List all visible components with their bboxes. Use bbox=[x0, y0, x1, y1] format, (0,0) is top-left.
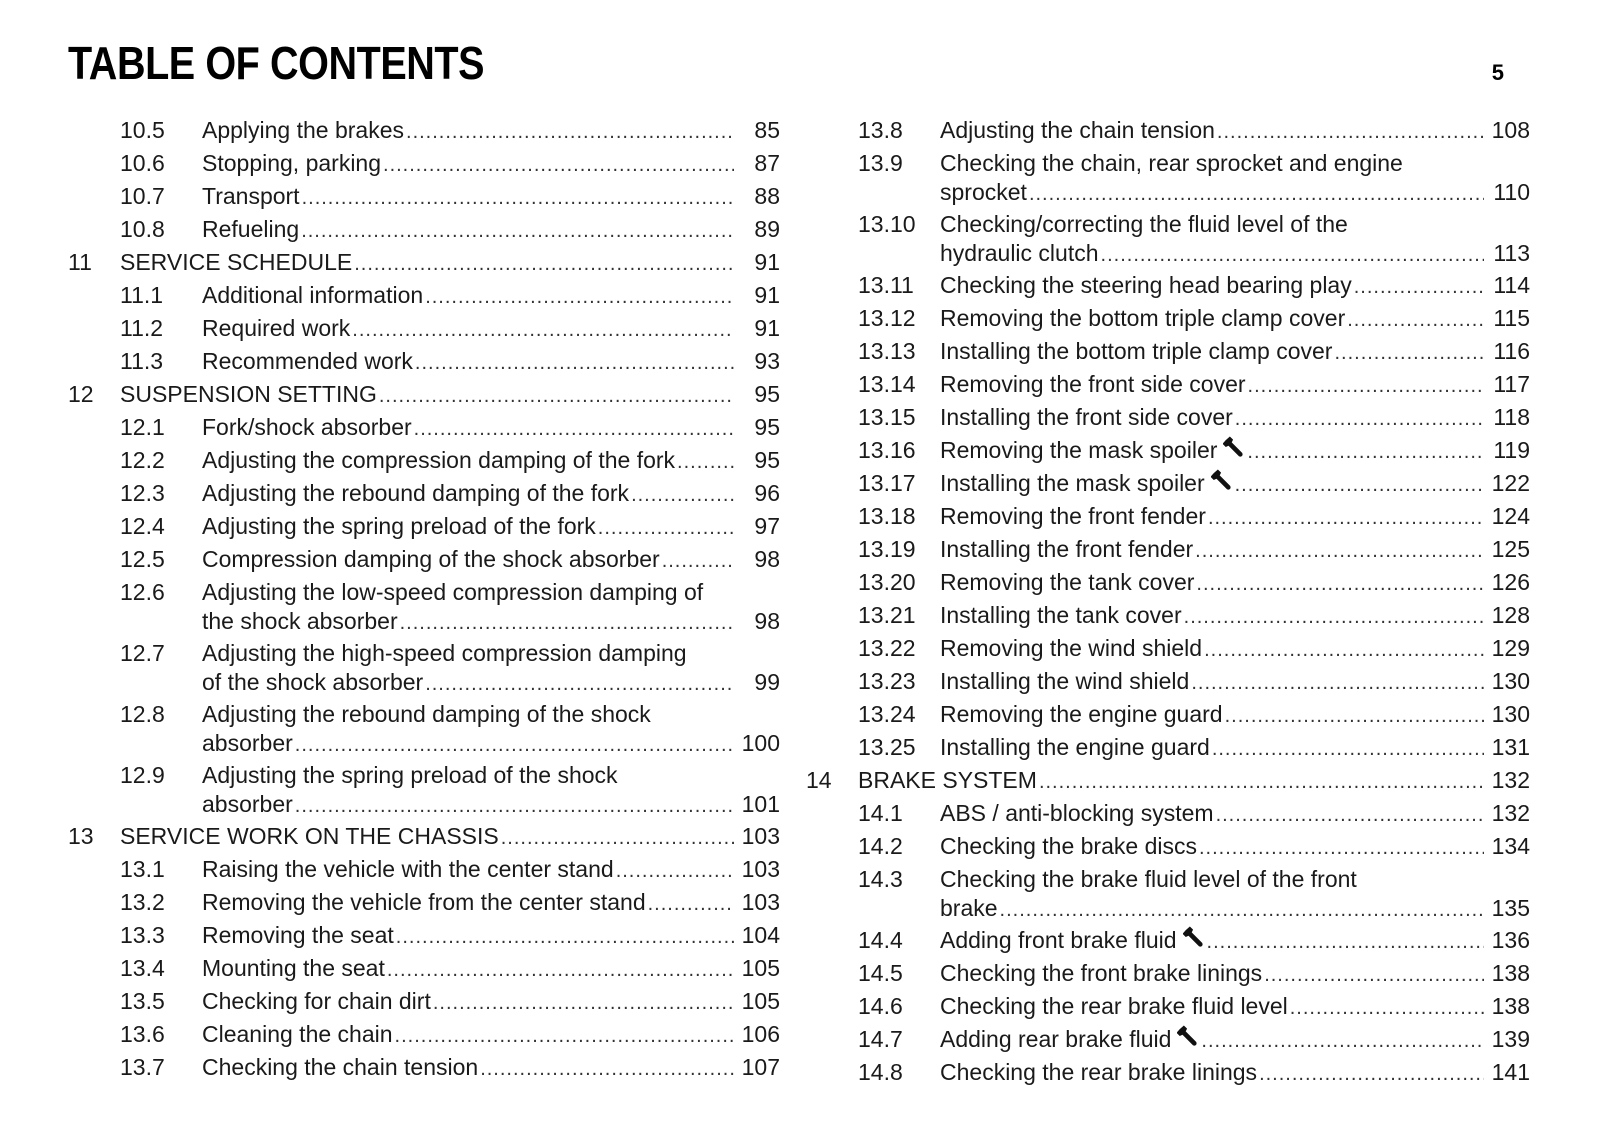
toc-chapter-13[interactable] bbox=[68, 822, 780, 855]
toc-section-12-2[interactable] bbox=[68, 446, 780, 479]
dot-leader bbox=[396, 923, 734, 952]
toc-section-14-4[interactable] bbox=[806, 926, 1530, 959]
dot-leader bbox=[1248, 372, 1484, 401]
page-title: TABLE OF CONTENTS bbox=[68, 37, 485, 89]
dot-leader bbox=[425, 283, 734, 312]
entry-title: Checking the chain tension bbox=[202, 1054, 479, 1080]
dot-leader bbox=[1290, 994, 1484, 1023]
dot-leader bbox=[400, 609, 734, 638]
entry-number: 13.10 bbox=[858, 211, 916, 237]
entry-number: 13.5 bbox=[120, 988, 165, 1014]
entry-number: 11.2 bbox=[120, 315, 164, 341]
entry-title: Adjusting the rebound damping of the fork bbox=[202, 480, 630, 506]
entry-title-continued: absorber bbox=[202, 730, 293, 756]
entry-title: Removing the vehicle from the center stand bbox=[202, 889, 646, 915]
toc-section-13-9[interactable] bbox=[806, 149, 1530, 210]
entry-page: 97 bbox=[754, 513, 780, 539]
entry-page: 98 bbox=[754, 608, 780, 634]
entry-title: Installing the bottom triple clamp cover bbox=[940, 338, 1333, 364]
dot-leader bbox=[1334, 339, 1484, 368]
entry-number: 12 bbox=[68, 381, 94, 407]
entry-page: 89 bbox=[754, 216, 780, 242]
dot-leader bbox=[1207, 928, 1484, 957]
toc-section-13-16[interactable] bbox=[806, 436, 1530, 469]
dot-leader bbox=[480, 1055, 734, 1084]
entry-number: 11 bbox=[68, 249, 92, 275]
entry-number: 13.20 bbox=[858, 569, 916, 595]
entry-number: 13.6 bbox=[120, 1021, 165, 1047]
dot-leader bbox=[1354, 273, 1484, 302]
entry-page: 100 bbox=[741, 730, 780, 756]
entry-page: 99 bbox=[754, 669, 780, 695]
entry-page: 107 bbox=[741, 1054, 780, 1080]
entry-number: 14.4 bbox=[858, 927, 903, 953]
entry-page: 85 bbox=[754, 117, 780, 143]
entry-number: 12.9 bbox=[120, 762, 165, 788]
toc-section-13-12[interactable] bbox=[806, 304, 1530, 337]
entry-page: 125 bbox=[1491, 536, 1530, 562]
toc-section-13-3[interactable] bbox=[68, 921, 780, 954]
entry-number: 14 bbox=[806, 767, 832, 793]
entry-title: Adjusting the rebound damping of the shock bbox=[202, 701, 651, 727]
entry-number: 12.7 bbox=[120, 640, 165, 666]
toc-section-11-1[interactable] bbox=[68, 281, 780, 314]
entry-number: 12.2 bbox=[120, 447, 165, 473]
entry-page: 132 bbox=[1491, 767, 1530, 793]
entry-number: 12.5 bbox=[120, 546, 165, 572]
entry-title: Installing the front side cover bbox=[940, 404, 1233, 430]
entry-number: 14.2 bbox=[858, 833, 903, 859]
entry-title: Checking the brake discs bbox=[940, 833, 1197, 859]
dot-leader bbox=[395, 1022, 734, 1051]
entry-page: 115 bbox=[1493, 305, 1530, 331]
entry-title: Installing the tank cover bbox=[940, 602, 1182, 628]
wrench-icon bbox=[1183, 926, 1205, 948]
toc-section-13-15[interactable] bbox=[806, 403, 1530, 436]
dot-leader bbox=[1235, 471, 1484, 500]
toc-section-11-2[interactable] bbox=[68, 314, 780, 347]
entry-number: 12.4 bbox=[120, 513, 165, 539]
toc-section-13-25[interactable] bbox=[806, 733, 1530, 766]
toc-section-13-11[interactable] bbox=[806, 271, 1530, 304]
dot-leader bbox=[1347, 306, 1484, 335]
toc-chapter-11[interactable] bbox=[68, 248, 780, 281]
entry-number: 13.24 bbox=[858, 701, 916, 727]
entry-number: 13.18 bbox=[858, 503, 916, 529]
entry-number: 14.3 bbox=[858, 866, 903, 892]
entry-page: 105 bbox=[741, 988, 780, 1014]
toc-section-10-7[interactable] bbox=[68, 182, 780, 215]
dot-leader bbox=[414, 415, 734, 444]
entry-number: 13.25 bbox=[858, 734, 916, 760]
dot-leader bbox=[1196, 570, 1484, 599]
dot-leader bbox=[1212, 735, 1484, 764]
entry-number: 13.9 bbox=[858, 150, 903, 176]
entry-page: 101 bbox=[741, 791, 780, 817]
toc-right-column bbox=[806, 116, 1530, 1091]
entry-title: Checking for chain dirt bbox=[202, 988, 431, 1014]
entry-page: 129 bbox=[1491, 635, 1530, 661]
toc-chapter-14[interactable] bbox=[806, 766, 1530, 799]
entry-title: Adjusting the chain tension bbox=[940, 117, 1215, 143]
entry-title: Adjusting the spring preload of the shock bbox=[202, 762, 618, 788]
toc-section-13-10[interactable] bbox=[806, 210, 1530, 271]
toc-section-10-8[interactable] bbox=[68, 215, 780, 248]
dot-leader bbox=[406, 118, 734, 147]
entry-page: 95 bbox=[754, 414, 780, 440]
toc-section-13-18[interactable] bbox=[806, 502, 1530, 535]
entry-title: Adding rear brake fluid bbox=[940, 1026, 1172, 1052]
dot-leader bbox=[677, 448, 734, 477]
toc-section-14-8[interactable] bbox=[806, 1058, 1530, 1091]
entry-title: Recommended work bbox=[202, 348, 413, 374]
entry-title: Fork/shock absorber bbox=[202, 414, 412, 440]
entry-page: 141 bbox=[1491, 1059, 1530, 1085]
entry-page: 116 bbox=[1493, 338, 1530, 364]
entry-number: 13.23 bbox=[858, 668, 916, 694]
entry-title-continued: of the shock absorber bbox=[202, 669, 424, 695]
dot-leader bbox=[616, 857, 734, 886]
entry-number: 11.1 bbox=[120, 282, 164, 308]
entry-page: 108 bbox=[1491, 117, 1530, 143]
entry-number: 13.17 bbox=[858, 470, 916, 496]
toc-section-12-1[interactable] bbox=[68, 413, 780, 446]
wrench-icon bbox=[1211, 469, 1233, 491]
dot-leader bbox=[383, 151, 734, 180]
toc-section-13-14[interactable] bbox=[806, 370, 1530, 403]
entry-title: Adjusting the high-speed compression damping bbox=[202, 640, 687, 666]
entry-page: 93 bbox=[754, 348, 780, 374]
entry-page: 96 bbox=[754, 480, 780, 506]
entry-page: 117 bbox=[1493, 371, 1530, 397]
entry-page: 128 bbox=[1491, 602, 1530, 628]
entry-title: Applying the brakes bbox=[202, 117, 405, 143]
entry-title: Required work bbox=[202, 315, 351, 341]
dot-leader bbox=[1217, 118, 1484, 147]
entry-page: 105 bbox=[741, 955, 780, 981]
entry-title: Removing the mask spoiler bbox=[940, 437, 1218, 463]
entry-page: 104 bbox=[741, 922, 780, 948]
toc-section-13-5[interactable] bbox=[68, 987, 780, 1020]
dot-leader bbox=[1184, 603, 1484, 632]
dot-leader bbox=[1039, 768, 1484, 797]
entry-page: 126 bbox=[1491, 569, 1530, 595]
entry-number: 10.5 bbox=[120, 117, 165, 143]
entry-number: 13.2 bbox=[120, 889, 165, 915]
entry-title: Adjusting the compression damping of the fork bbox=[202, 447, 676, 473]
entry-number: 13.13 bbox=[858, 338, 916, 364]
entry-number: 10.6 bbox=[120, 150, 165, 176]
entry-title: Cleaning the chain bbox=[202, 1021, 393, 1047]
entry-title: Transport bbox=[202, 183, 300, 209]
toc-section-13-22[interactable] bbox=[806, 634, 1530, 667]
toc-section-14-6[interactable] bbox=[806, 992, 1530, 1025]
entry-title: Removing the bottom triple clamp cover bbox=[940, 305, 1346, 331]
toc-section-12-8[interactable] bbox=[68, 700, 780, 761]
entry-title: Checking the chain, rear sprocket and engine bbox=[940, 150, 1403, 176]
toc-section-12-3[interactable] bbox=[68, 479, 780, 512]
dot-leader bbox=[1264, 961, 1484, 990]
entry-page: 110 bbox=[1493, 179, 1530, 205]
entry-page: 114 bbox=[1493, 272, 1530, 298]
entry-page: 130 bbox=[1491, 668, 1530, 694]
entry-title: Compression damping of the shock absorber bbox=[202, 546, 660, 572]
entry-number: 13.3 bbox=[120, 922, 165, 948]
entry-page: 91 bbox=[754, 249, 780, 275]
entry-title: Raising the vehicle with the center stand bbox=[202, 856, 614, 882]
entry-title: Adjusting the low-speed compression damping of bbox=[202, 579, 704, 605]
toc-section-14-7[interactable] bbox=[806, 1025, 1530, 1058]
entry-number: 14.7 bbox=[858, 1026, 903, 1052]
entry-number: 13.11 bbox=[858, 272, 914, 298]
dot-leader bbox=[352, 316, 734, 345]
toc-section-12-7[interactable] bbox=[68, 639, 780, 700]
entry-page: 139 bbox=[1491, 1026, 1530, 1052]
entry-title: Adjusting the spring preload of the fork bbox=[202, 513, 596, 539]
entry-title: Installing the mask spoiler bbox=[940, 470, 1205, 496]
entry-page: 138 bbox=[1491, 960, 1530, 986]
entry-page: 130 bbox=[1491, 701, 1530, 727]
entry-title-continued: hydraulic clutch bbox=[940, 240, 1099, 266]
entry-page: 118 bbox=[1493, 404, 1530, 430]
entry-page: 119 bbox=[1493, 437, 1530, 463]
entry-number: 13.4 bbox=[120, 955, 165, 981]
toc-section-10-6[interactable] bbox=[68, 149, 780, 182]
dot-leader bbox=[295, 731, 734, 760]
entry-page: 135 bbox=[1491, 895, 1530, 921]
entry-number: 13 bbox=[68, 823, 94, 849]
dot-leader bbox=[631, 481, 734, 510]
entry-title: Removing the engine guard bbox=[940, 701, 1223, 727]
toc-section-14-3[interactable] bbox=[806, 865, 1530, 926]
entry-number: 10.8 bbox=[120, 216, 165, 242]
entry-title: Checking/correcting the fluid level of the bbox=[940, 211, 1348, 237]
dot-leader bbox=[379, 382, 734, 411]
toc-section-13-4[interactable] bbox=[68, 954, 780, 987]
entry-number: 14.8 bbox=[858, 1059, 903, 1085]
entry-page: 136 bbox=[1491, 927, 1530, 953]
dot-leader bbox=[1225, 702, 1484, 731]
toc-section-11-3[interactable] bbox=[68, 347, 780, 380]
dot-leader bbox=[301, 217, 734, 246]
dot-leader bbox=[1199, 834, 1484, 863]
dot-leader bbox=[1259, 1060, 1484, 1089]
entry-page: 103 bbox=[741, 823, 780, 849]
toc-section-13-23[interactable] bbox=[806, 667, 1530, 700]
dot-leader bbox=[425, 670, 734, 699]
entry-page: 91 bbox=[754, 315, 780, 341]
entry-number: 13.16 bbox=[858, 437, 916, 463]
entry-page: 87 bbox=[754, 150, 780, 176]
entry-title-continued: sprocket bbox=[940, 179, 1027, 205]
entry-title: Checking the front brake linings bbox=[940, 960, 1263, 986]
dot-leader bbox=[295, 792, 734, 821]
entry-title: SERVICE WORK ON THE CHASSIS bbox=[120, 823, 499, 849]
entry-number: 13.19 bbox=[858, 536, 916, 562]
dot-leader bbox=[648, 890, 734, 919]
dot-leader bbox=[598, 514, 734, 543]
entry-page: 95 bbox=[754, 447, 780, 473]
entry-title: Removing the seat bbox=[202, 922, 394, 948]
dot-leader bbox=[433, 989, 734, 1018]
entry-title: SERVICE SCHEDULE bbox=[120, 249, 353, 275]
entry-number: 12.6 bbox=[120, 579, 165, 605]
toc-section-14-2[interactable] bbox=[806, 832, 1530, 865]
entry-number: 13.22 bbox=[858, 635, 916, 661]
entry-page: 103 bbox=[741, 856, 780, 882]
entry-title-continued: the shock absorber bbox=[202, 608, 398, 634]
toc-section-13-17[interactable] bbox=[806, 469, 1530, 502]
entry-number: 13.1 bbox=[120, 856, 165, 882]
entry-page: 98 bbox=[754, 546, 780, 572]
entry-title: Checking the rear brake linings bbox=[940, 1059, 1258, 1085]
entry-number: 14.6 bbox=[858, 993, 903, 1019]
entry-page: 103 bbox=[741, 889, 780, 915]
dot-leader bbox=[501, 824, 734, 853]
entry-page: 113 bbox=[1493, 240, 1530, 266]
entry-title: Adding front brake fluid bbox=[940, 927, 1177, 953]
entry-title: Installing the wind shield bbox=[940, 668, 1190, 694]
entry-title: Removing the tank cover bbox=[940, 569, 1195, 595]
entry-number: 13.8 bbox=[858, 117, 903, 143]
toc-chapter-12[interactable] bbox=[68, 380, 780, 413]
toc-section-13-6[interactable] bbox=[68, 1020, 780, 1053]
entry-title: SUSPENSION SETTING bbox=[120, 381, 377, 407]
toc-section-12-6[interactable] bbox=[68, 578, 780, 639]
dot-leader bbox=[387, 956, 734, 985]
dot-leader bbox=[1235, 405, 1484, 434]
entry-number: 14.1 bbox=[858, 800, 903, 826]
toc-section-13-7[interactable] bbox=[68, 1053, 780, 1086]
toc-section-13-21[interactable] bbox=[806, 601, 1530, 634]
entry-number: 12.3 bbox=[120, 480, 165, 506]
entry-title: Installing the engine guard bbox=[940, 734, 1210, 760]
dot-leader bbox=[1101, 241, 1484, 270]
entry-page: 95 bbox=[754, 381, 780, 407]
entry-title: Mounting the seat bbox=[202, 955, 385, 981]
entry-number: 11.3 bbox=[120, 348, 164, 374]
wrench-icon bbox=[1223, 436, 1245, 458]
entry-page: 106 bbox=[741, 1021, 780, 1047]
entry-number: 13.12 bbox=[858, 305, 916, 331]
toc-section-14-5[interactable] bbox=[806, 959, 1530, 992]
entry-title: Removing the front fender bbox=[940, 503, 1206, 529]
entry-page: 138 bbox=[1491, 993, 1530, 1019]
entry-title: BRAKE SYSTEM bbox=[858, 767, 1037, 793]
entry-title: Checking the brake fluid level of the front bbox=[940, 866, 1357, 892]
wrench-icon bbox=[1177, 1025, 1199, 1047]
entry-number: 14.5 bbox=[858, 960, 903, 986]
dot-leader bbox=[662, 547, 734, 576]
entry-title: ABS / anti-blocking system bbox=[940, 800, 1214, 826]
dot-leader bbox=[1195, 537, 1484, 566]
toc-left-column bbox=[68, 116, 780, 1086]
entry-page: 124 bbox=[1491, 503, 1530, 529]
entry-page: 132 bbox=[1491, 800, 1530, 826]
toc-section-14-1[interactable] bbox=[806, 799, 1530, 832]
toc-section-13-13[interactable] bbox=[806, 337, 1530, 370]
toc-section-13-24[interactable] bbox=[806, 700, 1530, 733]
entry-title: Removing the wind shield bbox=[940, 635, 1203, 661]
entry-page: 91 bbox=[754, 282, 780, 308]
entry-title: Refueling bbox=[202, 216, 300, 242]
dot-leader bbox=[415, 349, 734, 378]
toc-section-13-2[interactable] bbox=[68, 888, 780, 921]
toc-section-12-9[interactable] bbox=[68, 761, 780, 822]
dot-leader bbox=[1204, 636, 1484, 665]
dot-leader bbox=[302, 184, 734, 213]
toc-section-13-19[interactable] bbox=[806, 535, 1530, 568]
page-number: 5 bbox=[1491, 60, 1504, 85]
entry-page: 131 bbox=[1491, 734, 1530, 760]
toc-section-12-4[interactable] bbox=[68, 512, 780, 545]
entry-page: 88 bbox=[754, 183, 780, 209]
entry-number: 13.21 bbox=[858, 602, 916, 628]
entry-number: 10.7 bbox=[120, 183, 165, 209]
entry-title-continued: absorber bbox=[202, 791, 293, 817]
toc-section-13-1[interactable] bbox=[68, 855, 780, 888]
toc-section-13-8[interactable] bbox=[806, 116, 1530, 149]
entry-number: 13.15 bbox=[858, 404, 916, 430]
entry-number: 12.8 bbox=[120, 701, 165, 727]
entry-page: 122 bbox=[1491, 470, 1530, 496]
entry-title: Checking the steering head bearing play bbox=[940, 272, 1352, 298]
dot-leader bbox=[1201, 1027, 1484, 1056]
entry-number: 13.7 bbox=[120, 1054, 165, 1080]
toc-section-10-5[interactable] bbox=[68, 116, 780, 149]
entry-title: Stopping, parking bbox=[202, 150, 382, 176]
entry-title: Checking the rear brake fluid level bbox=[940, 993, 1288, 1019]
dot-leader bbox=[1216, 801, 1484, 830]
entry-title: Additional information bbox=[202, 282, 424, 308]
entry-number: 12.1 bbox=[120, 414, 165, 440]
dot-leader bbox=[1000, 896, 1484, 925]
entry-title-continued: brake bbox=[940, 895, 998, 921]
dot-leader bbox=[354, 250, 734, 279]
toc-section-13-20[interactable] bbox=[806, 568, 1530, 601]
entry-title: Installing the front fender bbox=[940, 536, 1194, 562]
entry-number: 13.14 bbox=[858, 371, 916, 397]
toc-section-12-5[interactable] bbox=[68, 545, 780, 578]
dot-leader bbox=[1247, 438, 1484, 467]
entry-page: 134 bbox=[1491, 833, 1530, 859]
dot-leader bbox=[1191, 669, 1484, 698]
entry-title: Removing the front side cover bbox=[940, 371, 1246, 397]
dot-leader bbox=[1029, 180, 1484, 209]
dot-leader bbox=[1208, 504, 1484, 533]
